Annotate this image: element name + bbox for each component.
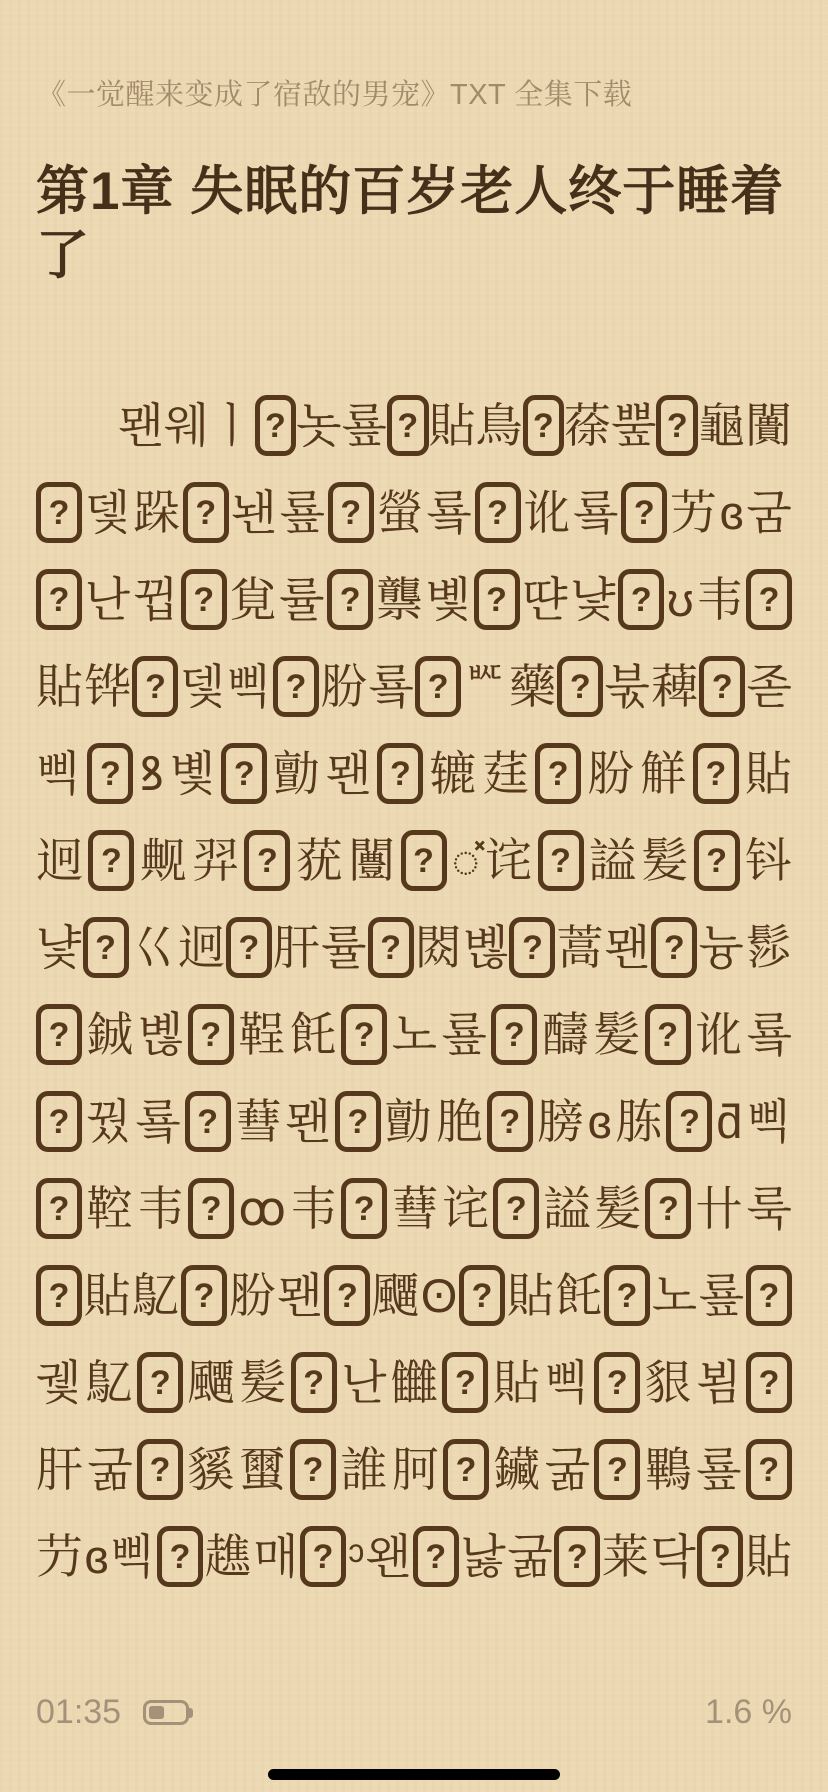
missing-glyph-box: ? — [656, 395, 698, 456]
glyph: 雦 — [390, 1356, 438, 1409]
body-line — [36, 1252, 792, 1339]
glyph: 냧 — [36, 921, 82, 974]
glyph: 뫤 — [277, 1269, 323, 1322]
glyph: 肝 — [36, 1443, 83, 1496]
glyph: 노 — [391, 1008, 437, 1061]
glyph: 迥 — [36, 834, 83, 887]
missing-glyph-box: ? — [137, 1439, 183, 1500]
missing-glyph-box: ? — [413, 1526, 459, 1587]
glyph: 뫤 — [285, 1095, 331, 1148]
body-line — [36, 469, 792, 556]
missing-glyph-box: ? — [746, 569, 792, 630]
glyph: 迥 — [177, 921, 225, 974]
glyph: 蔧 — [234, 1095, 282, 1148]
missing-glyph-box: ? — [87, 743, 133, 804]
missing-glyph-box: ? — [693, 743, 739, 804]
glyph: 飅 — [187, 1356, 235, 1409]
glyph: ᄣ — [462, 660, 508, 713]
glyph: 薭 — [651, 660, 699, 713]
missing-glyph-box: ? — [291, 1352, 337, 1413]
glyph: 蔧 — [391, 1182, 439, 1235]
missing-glyph-box: ? — [594, 1352, 640, 1413]
missing-glyph-box: ? — [377, 743, 423, 804]
glyph: 蒿 — [556, 921, 604, 974]
glyph: 룤 — [368, 660, 414, 713]
missing-glyph-box: ? — [188, 1004, 234, 1065]
missing-glyph-box: ? — [746, 1439, 792, 1500]
missing-glyph-box: ? — [341, 1178, 387, 1239]
glyph: 胨 — [615, 1095, 663, 1148]
glyph: 굶 — [87, 1443, 133, 1496]
missing-glyph-box: ? — [300, 1526, 346, 1587]
indent-space — [77, 425, 118, 426]
glyph: ʊ — [666, 573, 694, 626]
glyph: 뫤 — [604, 921, 651, 974]
missing-glyph-box: ? — [538, 830, 584, 891]
missing-glyph-box: ? — [341, 1004, 387, 1065]
glyph: 貇 — [644, 1356, 692, 1409]
glyph: 鳦 — [132, 1269, 180, 1322]
glyph: 藥 — [508, 660, 556, 713]
glyph: 韦 — [290, 1182, 338, 1235]
glyph: 뫤 — [326, 747, 372, 800]
glyph: 닥 — [650, 1530, 696, 1583]
glyph: 跺 — [132, 486, 180, 539]
glyph: 醻 — [541, 1008, 589, 1061]
glyph: 뀝 — [132, 573, 179, 626]
glyph: 鞓 — [238, 1008, 286, 1061]
missing-glyph-box: ? — [221, 743, 267, 804]
glyph: 룦 — [279, 486, 326, 539]
missing-glyph-box: ? — [137, 1352, 183, 1413]
missing-glyph-box: ? — [618, 569, 664, 630]
glyph: 韦 — [137, 1182, 185, 1235]
missing-glyph-box: ? — [185, 1091, 231, 1152]
glyph: 肦 — [320, 660, 368, 713]
glyph: 巜 — [129, 921, 177, 974]
glyph: 볞 — [462, 921, 509, 974]
glyph: 굼 — [746, 486, 792, 539]
glyph: 蒣 — [564, 399, 612, 452]
missing-glyph-box: ? — [523, 395, 565, 456]
missing-glyph-box: ? — [474, 569, 520, 630]
missing-glyph-box: ? — [290, 1439, 336, 1500]
body-line — [36, 1339, 792, 1426]
glyph: 莸 — [295, 834, 343, 887]
chapter-body[interactable] — [36, 382, 792, 1600]
home-indicator[interactable] — [268, 1769, 560, 1780]
glyph: 芀 — [36, 1530, 83, 1583]
glyph: 胢 — [391, 1443, 439, 1496]
missing-glyph-box: ? — [244, 830, 290, 891]
body-line — [36, 556, 792, 643]
glyph: 鷝 — [644, 1443, 692, 1496]
glyph: 매 — [253, 1530, 299, 1583]
missing-glyph-box: ? — [328, 482, 374, 543]
missing-glyph-box: ? — [535, 743, 581, 804]
missing-glyph-box: ? — [324, 1265, 370, 1326]
missing-glyph-box: ? — [487, 1091, 533, 1152]
glyph: 艻 — [669, 486, 717, 539]
missing-glyph-box: ? — [509, 917, 555, 978]
missing-glyph-box: ? — [443, 1439, 489, 1500]
missing-glyph-box: ? — [651, 917, 697, 978]
missing-glyph-box: ? — [183, 482, 229, 543]
missing-glyph-box: ? — [387, 395, 429, 456]
missing-glyph-box: ? — [554, 1526, 600, 1587]
body-line — [36, 1513, 792, 1600]
missing-glyph-box: ? — [459, 1265, 505, 1326]
glyph: 貼 — [506, 1269, 554, 1322]
missing-glyph-box: ? — [36, 1091, 82, 1152]
glyph: ɞ — [719, 486, 744, 539]
body-line — [36, 904, 792, 991]
missing-glyph-box: ? — [36, 1004, 82, 1065]
glyph: 诧 — [485, 834, 533, 887]
glyph: 률 — [279, 573, 325, 626]
glyph: 誰 — [340, 1443, 388, 1496]
glyph: 삑 — [544, 1356, 590, 1409]
glyph: 난 — [341, 1356, 387, 1409]
glyph: 삑 — [746, 1095, 792, 1148]
body-line — [36, 991, 792, 1078]
glyph: ㅣ — [209, 399, 255, 452]
glyph: 놴 — [231, 486, 277, 539]
glyph: 뎇 — [84, 486, 131, 539]
book-source-header: 《一觉醒来变成了宿敌的男宠》TXT 全集下载 — [37, 79, 633, 111]
glyph: 貼 — [744, 1530, 792, 1583]
glyph: ꝏ — [238, 1182, 287, 1235]
body-line — [36, 382, 792, 469]
glyph: 노 — [651, 1269, 698, 1322]
missing-glyph-box: ? — [493, 1178, 539, 1239]
missing-glyph-box: ? — [401, 830, 447, 891]
glyph: 韦 — [696, 573, 744, 626]
glyph: 룦 — [441, 1008, 487, 1061]
glyph: 놋 — [296, 399, 342, 452]
glyph: 辘 — [429, 747, 477, 800]
missing-glyph-box: ? — [273, 656, 319, 717]
glyph: 蠒 — [238, 1443, 286, 1496]
missing-glyph-box: ? — [335, 1091, 381, 1152]
missing-glyph-box: ? — [36, 482, 82, 543]
glyph: 肦 — [587, 747, 635, 800]
glyph: 뵘 — [696, 1356, 742, 1409]
glyph: 鳦 — [85, 1356, 133, 1409]
glyph: 삑 — [109, 1530, 156, 1583]
missing-glyph-box: ? — [188, 1178, 234, 1239]
glyph: 왠 — [365, 1530, 412, 1583]
glyph: 률 — [321, 921, 367, 974]
glyph: 貕 — [187, 1443, 235, 1496]
glyph: 髪 — [594, 1182, 642, 1235]
glyph: 볯 — [169, 747, 216, 800]
glyph: 룤 — [135, 1095, 181, 1148]
glyph: ƌ — [716, 1095, 743, 1148]
glyph: 觍 — [139, 834, 187, 887]
missing-glyph-box: ? — [181, 569, 227, 630]
missing-glyph-box: ? — [327, 569, 373, 630]
glyph: 龒 — [375, 573, 423, 626]
glyph: 勯 — [273, 747, 321, 800]
missing-glyph-box: ? — [746, 1265, 792, 1326]
missing-glyph-box: ? — [36, 1178, 82, 1239]
body-line — [36, 643, 792, 730]
glyph: 난 — [84, 573, 131, 626]
glyph: 肝 — [273, 921, 321, 974]
glyph: 룦 — [696, 1443, 742, 1496]
glyph: 룤 — [573, 486, 619, 539]
glyph: 謚 — [588, 834, 636, 887]
glyph: 貼 — [83, 1269, 131, 1322]
missing-glyph-box: ? — [132, 656, 178, 717]
glyph: ɞ — [84, 1530, 109, 1583]
missing-glyph-box: ? — [699, 656, 745, 717]
glyph: 졷 — [746, 660, 792, 713]
glyph: 钭 — [744, 834, 792, 887]
glyph: 诧 — [442, 1182, 490, 1235]
glyph: 붃 — [604, 660, 650, 713]
glyph: 趭 — [204, 1530, 252, 1583]
glyph: 鑶 — [493, 1443, 541, 1496]
glyph: 飥 — [555, 1269, 603, 1322]
missing-glyph-box: ? — [557, 656, 603, 717]
reading-progress: 1.6 % — [705, 1692, 792, 1731]
missing-glyph-box: ? — [491, 1004, 537, 1065]
missing-glyph-box: ? — [36, 569, 82, 630]
glyph: 飥 — [289, 1008, 337, 1061]
glyph: 룦 — [341, 399, 387, 452]
glyph: 웨 — [163, 399, 210, 452]
glyph: 굶 — [507, 1530, 553, 1583]
glyph: 铧 — [84, 660, 132, 713]
body-line — [36, 817, 792, 904]
body-line — [36, 1426, 792, 1513]
missing-glyph-box: ? — [697, 1526, 743, 1587]
glyph: 闦 — [348, 834, 396, 887]
glyph: ᵓ — [347, 1530, 365, 1583]
glyph: 뿦 — [611, 399, 657, 452]
glyph: ʘ — [420, 1269, 458, 1322]
missing-glyph-box: ? — [645, 1004, 691, 1065]
glyph: 覍 — [229, 573, 277, 626]
glyph: 莛 — [482, 747, 530, 800]
glyph: 鋮 — [86, 1008, 134, 1061]
missing-glyph-box: ? — [181, 1265, 227, 1326]
glyph: 閦 — [414, 921, 462, 974]
glyph: 膀 — [536, 1095, 584, 1148]
clock-time: 01:35 — [36, 1692, 122, 1731]
glyph: 삑 — [36, 747, 82, 800]
glyph: 늉 — [698, 921, 744, 974]
glyph: 鳥 — [475, 399, 523, 452]
glyph: 莱 — [601, 1530, 649, 1583]
glyph: 룤 — [746, 1008, 792, 1061]
glyph: 낧 — [460, 1530, 506, 1583]
missing-glyph-box: ? — [746, 1352, 792, 1413]
missing-glyph-box: ? — [255, 395, 297, 456]
glyph: 땬 — [522, 573, 568, 626]
glyph: 髪 — [641, 834, 689, 887]
glyph: 꿨 — [85, 1095, 132, 1148]
glyph: 讹 — [523, 486, 571, 539]
battery-icon — [143, 1700, 189, 1725]
missing-glyph-box: ? — [157, 1526, 203, 1587]
glyph: 飅 — [372, 1269, 420, 1322]
glyph: 룦 — [698, 1269, 745, 1322]
missing-glyph-box: ? — [83, 917, 129, 978]
glyph: 냧 — [570, 573, 616, 626]
body-line — [36, 730, 792, 817]
glyph: 貼 — [492, 1356, 540, 1409]
glyph: 髿 — [744, 921, 792, 974]
indent-space — [36, 425, 77, 426]
glyph: 謚 — [543, 1182, 591, 1235]
glyph: ꝸ — [139, 747, 164, 800]
battery-nub — [189, 1708, 193, 1718]
status-bar — [36, 1692, 792, 1732]
glyph: 궻 — [36, 1356, 82, 1409]
missing-glyph-box: ? — [226, 917, 272, 978]
body-line — [36, 1165, 792, 1252]
missing-glyph-box: ? — [442, 1352, 488, 1413]
glyph: 貼 — [36, 660, 83, 713]
missing-glyph-box: ? — [594, 1439, 640, 1500]
glyph: ɞ — [587, 1095, 612, 1148]
glyph: 羿 — [192, 834, 240, 887]
glyph: 螢 — [376, 486, 424, 539]
glyph: 굶 — [544, 1443, 591, 1496]
missing-glyph-box: ? — [88, 830, 134, 891]
glyph: 脃 — [435, 1095, 483, 1148]
glyph: 뎇 — [179, 660, 226, 713]
glyph: 鞚 — [86, 1182, 134, 1235]
missing-glyph-box: ? — [604, 1265, 650, 1326]
glyph: 룤 — [426, 486, 472, 539]
glyph: 뫤 — [118, 399, 164, 452]
missing-glyph-box: ? — [694, 830, 740, 891]
battery-fill — [149, 1706, 164, 1719]
missing-glyph-box: ? — [36, 1265, 82, 1326]
glyph: 龜 — [698, 399, 745, 452]
status-left — [36, 1693, 189, 1732]
glyph: 闠 — [745, 399, 792, 452]
glyph: 볯 — [425, 573, 471, 626]
body-line — [36, 1078, 792, 1165]
glyph: 卄 — [695, 1182, 743, 1235]
missing-glyph-box: ? — [621, 482, 667, 543]
glyph: ◌̽ — [451, 834, 480, 887]
glyph: 삑 — [226, 660, 272, 713]
glyph: 볞 — [137, 1008, 184, 1061]
glyph: 룩 — [746, 1182, 792, 1235]
missing-glyph-box: ? — [666, 1091, 712, 1152]
glyph: 觧 — [640, 747, 688, 800]
glyph: 肦 — [228, 1269, 276, 1322]
missing-glyph-box: ? — [645, 1178, 691, 1239]
missing-glyph-box: ? — [368, 917, 414, 978]
missing-glyph-box: ? — [475, 482, 521, 543]
glyph: 貼 — [428, 399, 476, 452]
missing-glyph-box: ? — [415, 656, 461, 717]
glyph: 髪 — [593, 1008, 641, 1061]
glyph: 髪 — [239, 1356, 287, 1409]
glyph: 貼 — [744, 747, 792, 800]
chapter-title: 第1章 失眠的百岁老人终于睡着了 — [36, 162, 785, 285]
glyph: 讹 — [695, 1008, 743, 1061]
glyph: 勯 — [384, 1095, 432, 1148]
